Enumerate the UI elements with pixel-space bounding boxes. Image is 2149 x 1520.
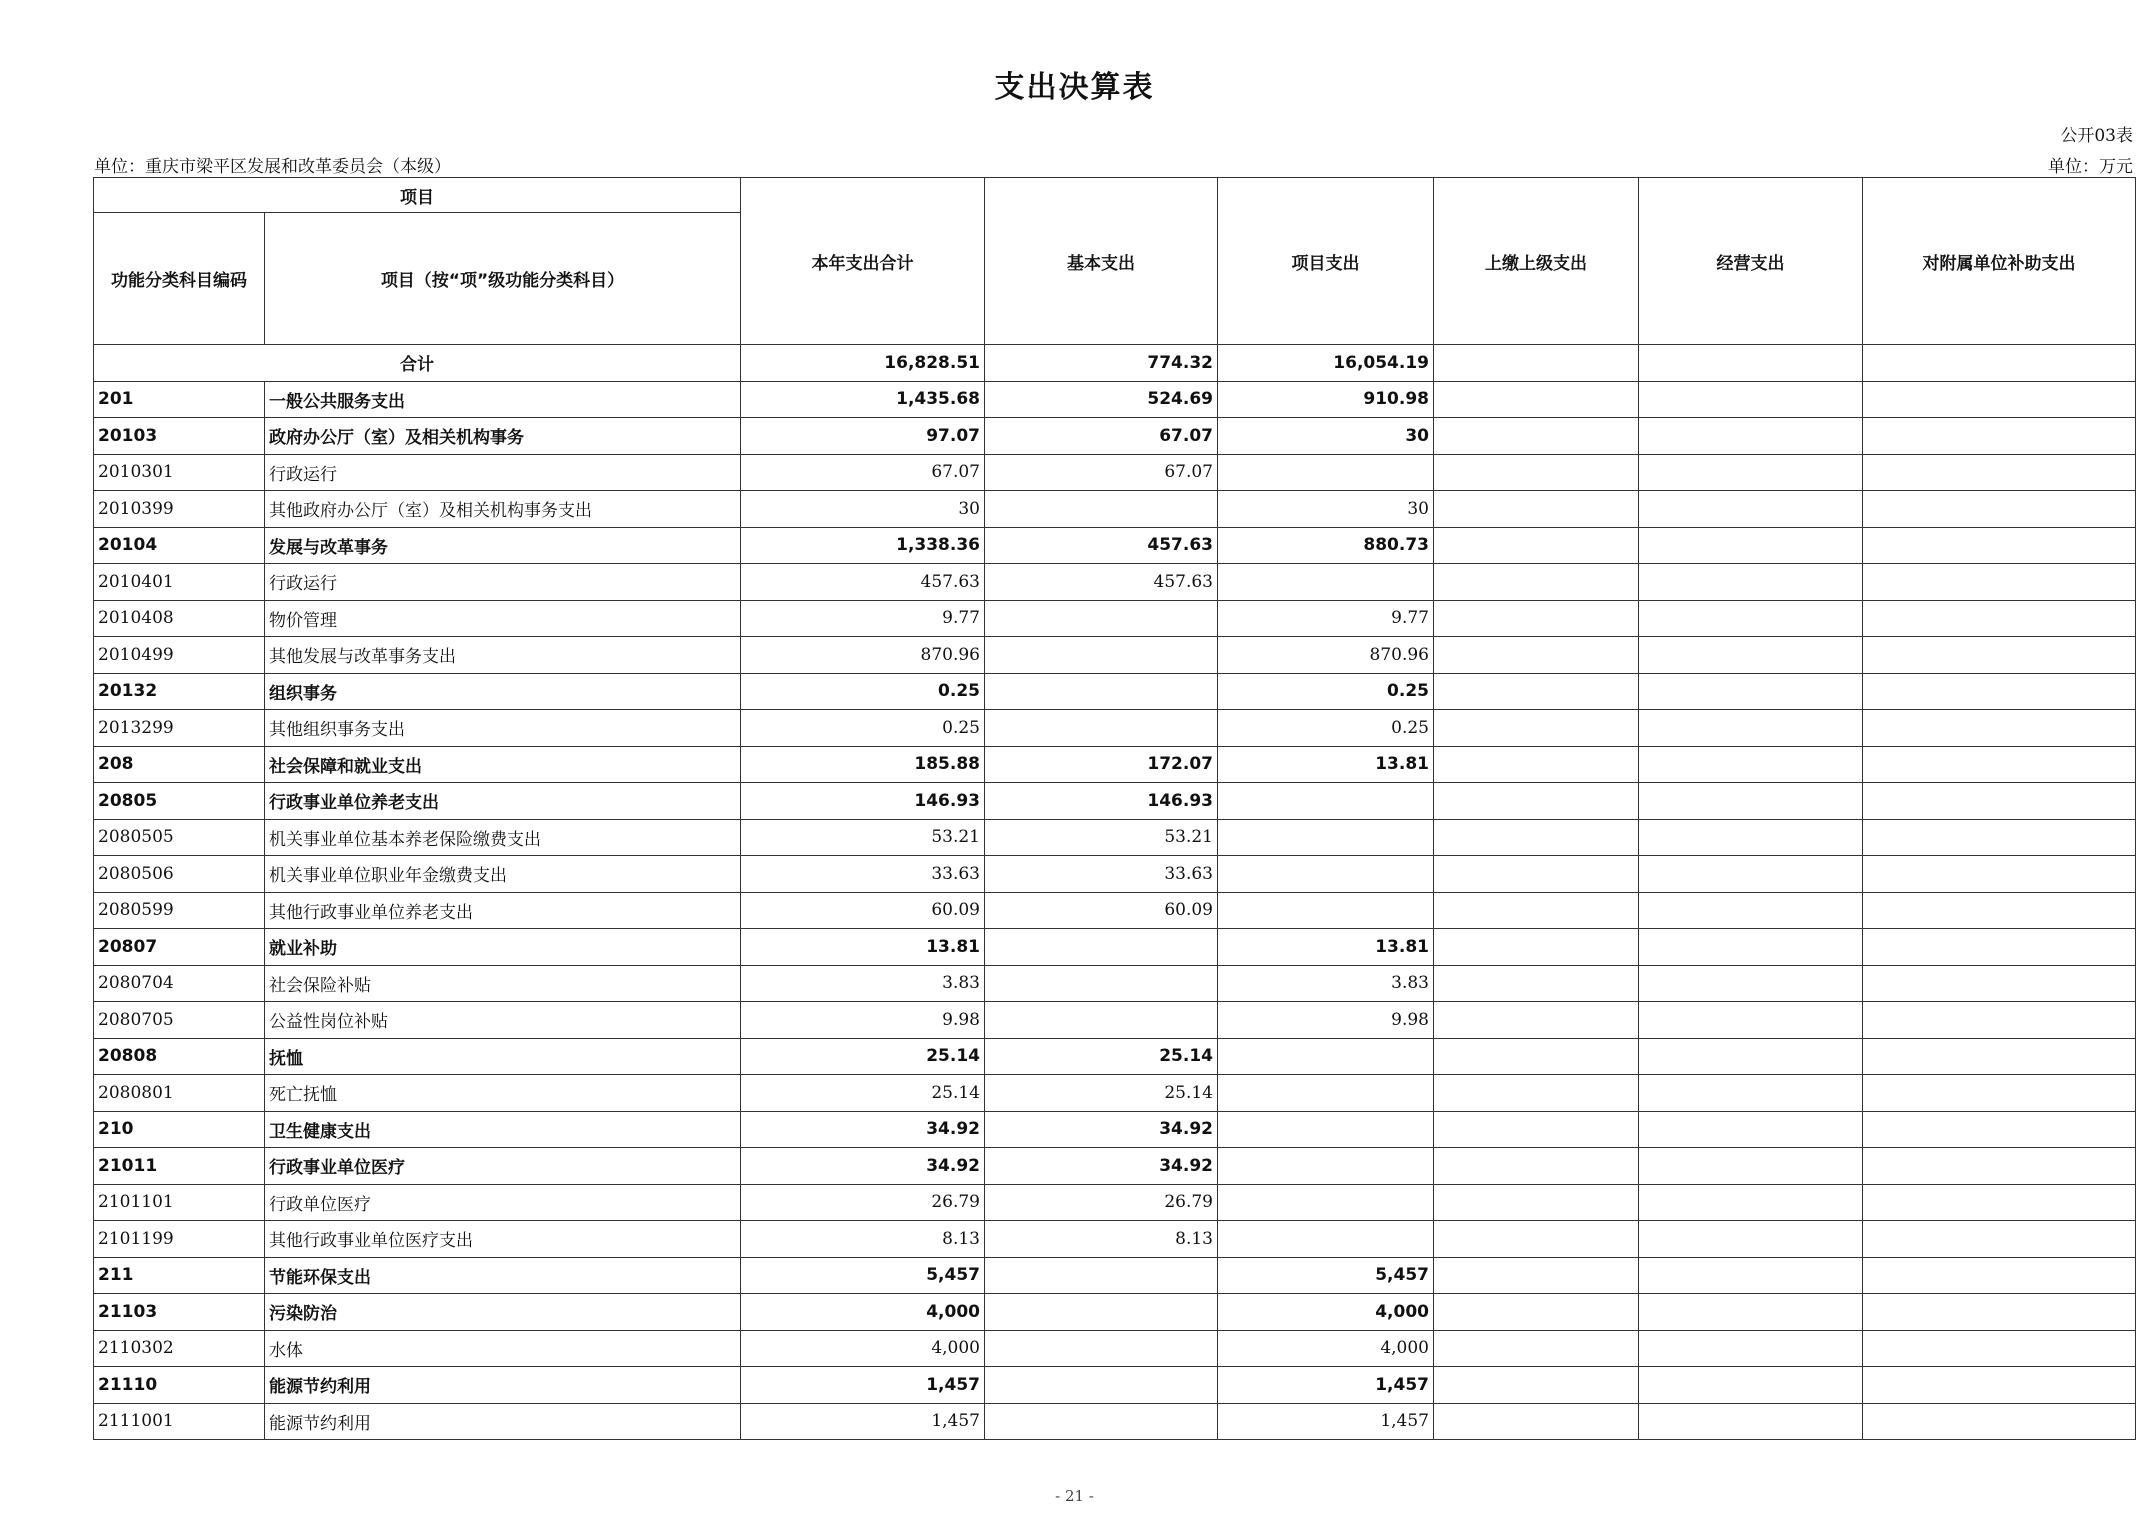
table-row — [94, 454, 2136, 491]
row-code: 2080506 — [94, 856, 265, 893]
row-superior — [1434, 1221, 1639, 1258]
row-subsidy — [1863, 1367, 2136, 1404]
row-basic — [985, 965, 1218, 1002]
table-row — [94, 527, 2136, 564]
row-basic — [985, 1403, 1218, 1440]
table-row — [94, 418, 2136, 455]
row-basic — [985, 710, 1218, 747]
row-code: 20103 — [94, 418, 265, 455]
row-total: 146.93 — [741, 783, 985, 820]
total-amount: 16,828.51 — [741, 345, 985, 382]
row-project: 9.98 — [1218, 1002, 1434, 1039]
row-superior — [1434, 527, 1639, 564]
row-name: 行政运行 — [265, 454, 741, 491]
row-operating — [1639, 491, 1863, 528]
row-subsidy — [1863, 710, 2136, 747]
header-basic: 基本支出 — [985, 178, 1218, 345]
row-name: 机关事业单位职业年金缴费支出 — [265, 856, 741, 893]
row-project — [1218, 1148, 1434, 1185]
row-subsidy — [1863, 600, 2136, 637]
row-total: 1,435.68 — [741, 381, 985, 418]
row-total: 30 — [741, 491, 985, 528]
row-basic: 172.07 — [985, 746, 1218, 783]
row-total: 8.13 — [741, 1221, 985, 1258]
row-name: 行政运行 — [265, 564, 741, 601]
row-project: 880.73 — [1218, 527, 1434, 564]
row-operating — [1639, 381, 1863, 418]
row-superior — [1434, 418, 1639, 455]
row-project — [1218, 783, 1434, 820]
row-name: 其他发展与改革事务支出 — [265, 637, 741, 674]
row-operating — [1639, 1111, 1863, 1148]
row-project — [1218, 819, 1434, 856]
table-row — [94, 965, 2136, 1002]
total-superior — [1434, 345, 1639, 382]
row-total: 67.07 — [741, 454, 985, 491]
row-project — [1218, 454, 1434, 491]
row-superior — [1434, 1184, 1639, 1221]
table-row — [94, 746, 2136, 783]
row-basic — [985, 1367, 1218, 1404]
row-operating — [1639, 746, 1863, 783]
table-row — [94, 491, 2136, 528]
header-operating: 经营支出 — [1639, 178, 1863, 345]
table-row — [94, 783, 2136, 820]
row-superior — [1434, 710, 1639, 747]
row-operating — [1639, 527, 1863, 564]
row-subsidy — [1863, 1148, 2136, 1185]
row-basic: 34.92 — [985, 1148, 1218, 1185]
row-superior — [1434, 746, 1639, 783]
row-project — [1218, 856, 1434, 893]
row-superior — [1434, 600, 1639, 637]
page-number: - 21 - — [1055, 1487, 1094, 1505]
row-total: 0.25 — [741, 673, 985, 710]
row-superior — [1434, 454, 1639, 491]
row-basic: 67.07 — [985, 454, 1218, 491]
row-total: 5,457 — [741, 1257, 985, 1294]
row-code: 211 — [94, 1257, 265, 1294]
row-operating — [1639, 1294, 1863, 1331]
table-row — [94, 1148, 2136, 1185]
row-total: 457.63 — [741, 564, 985, 601]
row-project — [1218, 1075, 1434, 1112]
row-total: 25.14 — [741, 1075, 985, 1112]
row-code: 2080801 — [94, 1075, 265, 1112]
page-title: 支出决算表 — [994, 70, 1155, 105]
row-operating — [1639, 892, 1863, 929]
row-basic: 34.92 — [985, 1111, 1218, 1148]
row-total: 33.63 — [741, 856, 985, 893]
row-total: 97.07 — [741, 418, 985, 455]
row-subsidy — [1863, 1330, 2136, 1367]
table-row — [94, 600, 2136, 637]
row-basic: 53.21 — [985, 819, 1218, 856]
row-basic: 60.09 — [985, 892, 1218, 929]
row-code: 208 — [94, 746, 265, 783]
row-project: 30 — [1218, 418, 1434, 455]
row-operating — [1639, 856, 1863, 893]
row-total: 4,000 — [741, 1330, 985, 1367]
row-name: 其他行政事业单位医疗支出 — [265, 1221, 741, 1258]
row-superior — [1434, 856, 1639, 893]
row-basic: 457.63 — [985, 527, 1218, 564]
row-subsidy — [1863, 1002, 2136, 1039]
table-row — [94, 710, 2136, 747]
table-row — [94, 929, 2136, 966]
row-total: 26.79 — [741, 1184, 985, 1221]
row-code: 2013299 — [94, 710, 265, 747]
row-name: 行政事业单位医疗 — [265, 1148, 741, 1185]
row-superior — [1434, 1111, 1639, 1148]
row-name: 其他行政事业单位养老支出 — [265, 892, 741, 929]
row-name: 能源节约利用 — [265, 1403, 741, 1440]
row-project: 30 — [1218, 491, 1434, 528]
row-total: 1,338.36 — [741, 527, 985, 564]
row-superior — [1434, 819, 1639, 856]
row-basic: 67.07 — [985, 418, 1218, 455]
row-name: 组织事务 — [265, 673, 741, 710]
row-project: 4,000 — [1218, 1330, 1434, 1367]
table-row — [94, 1367, 2136, 1404]
row-project — [1218, 1038, 1434, 1075]
table-row — [94, 1075, 2136, 1112]
row-operating — [1639, 600, 1863, 637]
row-code: 2080599 — [94, 892, 265, 929]
row-basic: 457.63 — [985, 564, 1218, 601]
row-code: 20104 — [94, 527, 265, 564]
row-basic — [985, 673, 1218, 710]
row-operating — [1639, 673, 1863, 710]
row-name: 行政单位医疗 — [265, 1184, 741, 1221]
row-subsidy — [1863, 892, 2136, 929]
currency-unit: 单位：万元 — [2048, 157, 2133, 177]
row-superior — [1434, 637, 1639, 674]
table-row — [94, 856, 2136, 893]
header-project: 项目 — [94, 178, 741, 213]
row-subsidy — [1863, 929, 2136, 966]
table-row — [94, 1038, 2136, 1075]
row-operating — [1639, 454, 1863, 491]
header-project-expenditure: 项目支出 — [1218, 178, 1434, 345]
row-project: 13.81 — [1218, 746, 1434, 783]
row-code: 2010301 — [94, 454, 265, 491]
row-superior — [1434, 1075, 1639, 1112]
row-basic — [985, 1294, 1218, 1331]
row-basic — [985, 600, 1218, 637]
table-row — [94, 1002, 2136, 1039]
table-row — [94, 1111, 2136, 1148]
total-project: 16,054.19 — [1218, 345, 1434, 382]
row-operating — [1639, 1184, 1863, 1221]
row-name: 死亡抚恤 — [265, 1075, 741, 1112]
row-subsidy — [1863, 1184, 2136, 1221]
row-code: 2080505 — [94, 819, 265, 856]
row-project — [1218, 1184, 1434, 1221]
row-operating — [1639, 1257, 1863, 1294]
row-superior — [1434, 1148, 1639, 1185]
row-project: 1,457 — [1218, 1403, 1434, 1440]
row-basic: 146.93 — [985, 783, 1218, 820]
row-code: 2101199 — [94, 1221, 265, 1258]
row-subsidy — [1863, 1221, 2136, 1258]
table-row — [94, 1221, 2136, 1258]
row-subsidy — [1863, 454, 2136, 491]
row-total: 60.09 — [741, 892, 985, 929]
row-code: 21103 — [94, 1294, 265, 1331]
row-name: 水体 — [265, 1330, 741, 1367]
row-name: 一般公共服务支出 — [265, 381, 741, 418]
total-label: 合计 — [94, 345, 741, 382]
row-code: 20132 — [94, 673, 265, 710]
row-operating — [1639, 1221, 1863, 1258]
row-basic: 8.13 — [985, 1221, 1218, 1258]
row-name: 机关事业单位基本养老保险缴费支出 — [265, 819, 741, 856]
row-operating — [1639, 418, 1863, 455]
row-name: 就业补助 — [265, 929, 741, 966]
row-subsidy — [1863, 783, 2136, 820]
row-project: 1,457 — [1218, 1367, 1434, 1404]
row-basic — [985, 1330, 1218, 1367]
table-row — [94, 564, 2136, 601]
row-name: 抚恤 — [265, 1038, 741, 1075]
table-row — [94, 1257, 2136, 1294]
row-subsidy — [1863, 1111, 2136, 1148]
row-total: 25.14 — [741, 1038, 985, 1075]
row-project: 13.81 — [1218, 929, 1434, 966]
row-name: 社会保障和就业支出 — [265, 746, 741, 783]
row-operating — [1639, 929, 1863, 966]
row-superior — [1434, 491, 1639, 528]
total-row — [94, 345, 2136, 382]
row-name: 政府办公厅（室）及相关机构事务 — [265, 418, 741, 455]
row-code: 210 — [94, 1111, 265, 1148]
row-code: 2010401 — [94, 564, 265, 601]
row-subsidy — [1863, 1075, 2136, 1112]
header-code: 功能分类科目编码 — [94, 213, 265, 345]
row-operating — [1639, 564, 1863, 601]
row-project — [1218, 1221, 1434, 1258]
row-code: 20807 — [94, 929, 265, 966]
row-name: 能源节约利用 — [265, 1367, 741, 1404]
row-operating — [1639, 1367, 1863, 1404]
row-basic — [985, 929, 1218, 966]
row-subsidy — [1863, 1257, 2136, 1294]
table-row — [94, 819, 2136, 856]
header-total: 本年支出合计 — [741, 178, 985, 345]
row-superior — [1434, 381, 1639, 418]
row-code: 20808 — [94, 1038, 265, 1075]
row-project: 3.83 — [1218, 965, 1434, 1002]
row-name: 公益性岗位补贴 — [265, 1002, 741, 1039]
row-subsidy — [1863, 746, 2136, 783]
row-basic — [985, 491, 1218, 528]
table-row — [94, 673, 2136, 710]
row-subsidy — [1863, 856, 2136, 893]
row-subsidy — [1863, 527, 2136, 564]
row-superior — [1434, 1330, 1639, 1367]
row-basic: 25.14 — [985, 1075, 1218, 1112]
row-basic: 25.14 — [985, 1038, 1218, 1075]
row-total: 9.77 — [741, 600, 985, 637]
row-code: 2010399 — [94, 491, 265, 528]
row-code: 2111001 — [94, 1403, 265, 1440]
row-total: 34.92 — [741, 1148, 985, 1185]
row-name: 社会保险补贴 — [265, 965, 741, 1002]
row-total: 1,457 — [741, 1367, 985, 1404]
row-total: 0.25 — [741, 710, 985, 747]
row-subsidy — [1863, 418, 2136, 455]
row-subsidy — [1863, 965, 2136, 1002]
row-superior — [1434, 1367, 1639, 1404]
row-total: 3.83 — [741, 965, 985, 1002]
row-code: 2010499 — [94, 637, 265, 674]
row-name: 污染防治 — [265, 1294, 741, 1331]
row-superior — [1434, 1257, 1639, 1294]
row-project: 9.77 — [1218, 600, 1434, 637]
header-subsidy: 对附属单位补助支出 — [1863, 178, 2136, 345]
table-row — [94, 1184, 2136, 1221]
row-total: 13.81 — [741, 929, 985, 966]
row-code: 21011 — [94, 1148, 265, 1185]
row-project — [1218, 564, 1434, 601]
total-subsidy — [1863, 345, 2136, 382]
table-row — [94, 1330, 2136, 1367]
row-subsidy — [1863, 381, 2136, 418]
table-row — [94, 892, 2136, 929]
row-superior — [1434, 965, 1639, 1002]
row-total: 870.96 — [741, 637, 985, 674]
row-basic — [985, 1257, 1218, 1294]
form-number: 公开03表 — [2060, 126, 2133, 146]
row-name: 行政事业单位养老支出 — [265, 783, 741, 820]
row-project — [1218, 892, 1434, 929]
row-subsidy — [1863, 1038, 2136, 1075]
total-basic: 774.32 — [985, 345, 1218, 382]
row-superior — [1434, 929, 1639, 966]
row-total: 185.88 — [741, 746, 985, 783]
row-subsidy — [1863, 564, 2136, 601]
row-code: 201 — [94, 381, 265, 418]
row-superior — [1434, 673, 1639, 710]
table-body — [94, 345, 2136, 1440]
row-operating — [1639, 1330, 1863, 1367]
header-name: 项目（按“项”级功能分类科目） — [265, 213, 741, 345]
row-code: 2010408 — [94, 600, 265, 637]
row-total: 9.98 — [741, 1002, 985, 1039]
row-total: 4,000 — [741, 1294, 985, 1331]
row-total: 1,457 — [741, 1403, 985, 1440]
expenditure-table — [93, 177, 2136, 1440]
row-operating — [1639, 1002, 1863, 1039]
total-operating — [1639, 345, 1863, 382]
table-row — [94, 1294, 2136, 1331]
row-project: 0.25 — [1218, 710, 1434, 747]
row-basic: 524.69 — [985, 381, 1218, 418]
row-subsidy — [1863, 637, 2136, 674]
table-row — [94, 1403, 2136, 1440]
row-subsidy — [1863, 491, 2136, 528]
row-basic: 26.79 — [985, 1184, 1218, 1221]
row-operating — [1639, 710, 1863, 747]
row-total: 53.21 — [741, 819, 985, 856]
row-code: 2101101 — [94, 1184, 265, 1221]
row-project — [1218, 1111, 1434, 1148]
table-row — [94, 381, 2136, 418]
row-subsidy — [1863, 819, 2136, 856]
reporting-unit: 单位：重庆市梁平区发展和改革委员会（本级） — [94, 157, 451, 177]
row-name: 发展与改革事务 — [265, 527, 741, 564]
row-subsidy — [1863, 1403, 2136, 1440]
row-basic: 33.63 — [985, 856, 1218, 893]
row-subsidy — [1863, 673, 2136, 710]
row-operating — [1639, 819, 1863, 856]
row-code: 2080704 — [94, 965, 265, 1002]
row-superior — [1434, 564, 1639, 601]
row-operating — [1639, 1403, 1863, 1440]
row-operating — [1639, 1075, 1863, 1112]
row-operating — [1639, 1148, 1863, 1185]
row-project: 5,457 — [1218, 1257, 1434, 1294]
row-name: 卫生健康支出 — [265, 1111, 741, 1148]
row-operating — [1639, 965, 1863, 1002]
row-operating — [1639, 637, 1863, 674]
row-subsidy — [1863, 1294, 2136, 1331]
row-name: 节能环保支出 — [265, 1257, 741, 1294]
table-row — [94, 637, 2136, 674]
row-project: 0.25 — [1218, 673, 1434, 710]
row-code: 2110302 — [94, 1330, 265, 1367]
row-basic — [985, 1002, 1218, 1039]
row-name: 其他政府办公厅（室）及相关机构事务支出 — [265, 491, 741, 528]
row-superior — [1434, 1403, 1639, 1440]
row-superior — [1434, 1038, 1639, 1075]
row-project: 4,000 — [1218, 1294, 1434, 1331]
row-operating — [1639, 1038, 1863, 1075]
row-name: 其他组织事务支出 — [265, 710, 741, 747]
row-superior — [1434, 1002, 1639, 1039]
row-code: 21110 — [94, 1367, 265, 1404]
row-superior — [1434, 892, 1639, 929]
row-code: 2080705 — [94, 1002, 265, 1039]
row-total: 34.92 — [741, 1111, 985, 1148]
row-project: 870.96 — [1218, 637, 1434, 674]
row-operating — [1639, 783, 1863, 820]
row-superior — [1434, 1294, 1639, 1331]
row-name: 物价管理 — [265, 600, 741, 637]
row-project: 910.98 — [1218, 381, 1434, 418]
row-superior — [1434, 783, 1639, 820]
row-basic — [985, 637, 1218, 674]
header-superior: 上缴上级支出 — [1434, 178, 1639, 345]
row-code: 20805 — [94, 783, 265, 820]
